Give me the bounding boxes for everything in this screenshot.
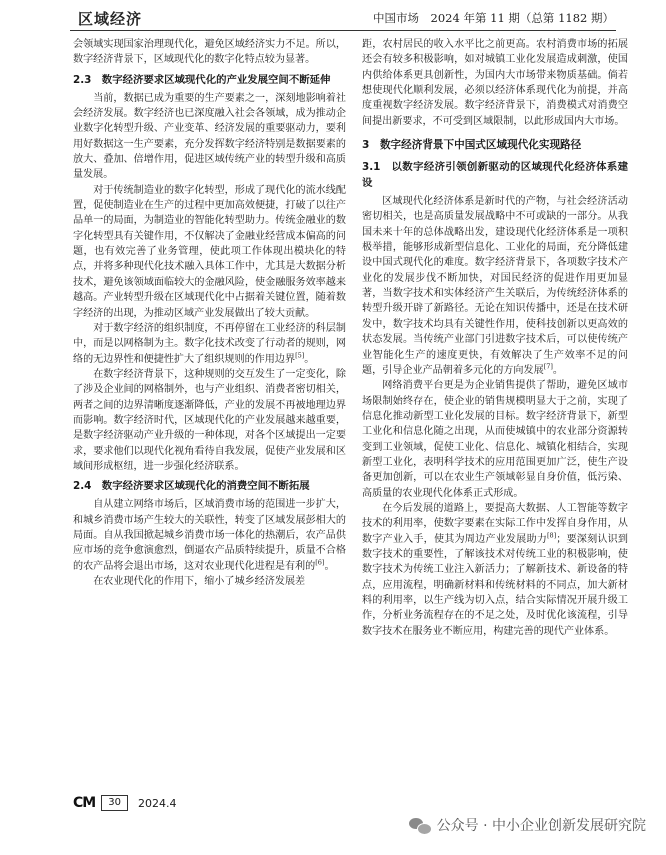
paragraph-text: 自从建立网络市场后，区域消费市场的范围进一步扩大，和城乡消费市场产生较大的关联性，转变了区域发展彭相大的局面。自从我国掀起城乡消费市场一体化的热潮后，农产品供应市场的竞争愈演愈烈，倒逼农产品质特续提升，质量不合格的农产品将会退出市场，这对农业现代化进程是有利的 bbox=[73, 499, 346, 572]
paragraph bbox=[362, 194, 628, 378]
footer-issue: 2024.4 bbox=[137, 796, 177, 810]
paragraph: 当前，数据已成为重要的生产要素之一，深刻地影响着社会经济发展。数字经济也已深度融入社会各领域，成为推动企业数字化转型升级、产业变革、经济发展的重要驱动力，要利用好数据这一生产要素，充分发挥数字经济特别是数据要素的放大、叠加、倍增作用，促进区域传统产业的转型升级和高质量发展。 bbox=[73, 92, 346, 181]
header-rule bbox=[70, 30, 616, 31]
page-footer bbox=[73, 795, 176, 811]
left-column bbox=[73, 37, 346, 589]
citation-ref: [8] bbox=[547, 531, 557, 540]
section-heading-3: 3 数字经济背景下中国式区域现代化实现路径 bbox=[362, 139, 582, 152]
paragraph-text: 。 bbox=[304, 353, 315, 365]
paragraph: 会领域实现国家治理现代化，避免区域经济实力不足。所以，数字经济背景下，区域现代化的数字化特点较为显著。 bbox=[73, 39, 346, 66]
paragraph: 对于传统制造业的数字化转型，形成了现代化的流水线配置，促使制造业在生产的过程中更加高效便捷，打破了以往产品单一的局面，为制造业的智能化转型助力。传统金融业的数字化转型具有关键作用，不仅解决了金融业经营成本偏高的问题，也有效完善了业务管理，使此项工作体现出模块化的特点，并将多种现代化技术融入具体工作中，尤其是大数据分析技术，避免该领域面临较大的金融风险，使金融服务效率越来越高。产业转型升级在区域现代化中占据着关键位置，随着数字经济的出现，为推动区域产业发展做出了较大贡献。 bbox=[73, 184, 346, 319]
citation-ref: [7] bbox=[543, 362, 553, 371]
paragraph: 在数字经济背景下，这种规则的交互发生了一定变化，除了涉及企业间的网格制外，也与产业组织、消费者密切相关，两者之间的边界清晰度逐渐降低，产业的发展不再被地理边界而影响。数字经济时代，区域现代化的产业发展越来越重要，是数字经济驱动产业升级的一种体现，对各个区域提出一定要求，要求他们以现代化视角看待自我发展，促使产业发展和区域间形成枢纽，进一步强化经济联系。 bbox=[73, 368, 346, 472]
paragraph bbox=[73, 497, 346, 574]
citation-ref: [5] bbox=[295, 351, 305, 360]
section-heading-3-1: 3.1 以数字经济引领创新驱动的区域现代化经济体系建设 bbox=[362, 161, 628, 190]
section-heading-2-4: 2.4 数字经济要求区域现代化的消费空间不断拓展 bbox=[73, 480, 310, 493]
section-name: 区域经济 bbox=[78, 10, 143, 28]
citation-ref: [6] bbox=[315, 558, 325, 567]
paragraph: 网络消费平台更是为企业销售提供了帮助，避免区域市场限制始终存在，使企业的销售规模明显大于之前，实现了信息化推动新型工业化发展的目标。数字经济背景下，新型工业化和信息化随之出现，从而使城镇中的农业部分资源转变到工业领域，促使工业化、信息化、城镇化相结合，实现新型工业化，表明科学技术的应用范围更加广泛，使生产设备更加创新，可以在农业生产领域彰显自身价值，低污染、高质量的农业现代化体系正式形成。 bbox=[362, 380, 628, 499]
watermark-text: 公众号 · 中小企业创新发展研究院 bbox=[436, 818, 646, 834]
paragraph-text: 区域现代化经济体系是新时代的产物，与社会经济活动密切相关，也是高质量发展战略中不可或缺的一部分。从我国未来十年的总体战略出发，建设现代化经济体系是一项积极举措，能够形成新型信息化、工业化的局面，充分降低建设中国式现代化的难度。数字经济背景下，各项数字技术产业化的发展步伐不断加快，对国民经济的促进作用更加显著，当数字技术和实体经济产生关联后，为传统经济体系的转型升级开辟了新路径。无论在知识传播中，还是在技术研发中，数字技术均具有关键性作用，使科技创新以更高效的状态发展。当传统产业部门引进数字技术后，可以使传统产业智能化生产的速度更快，有效解决了生产效率不足的问题，引导企业产品朝着多元化的方向发展 bbox=[362, 196, 628, 376]
journal-logo: CM bbox=[73, 795, 96, 811]
journal-issue: 中国市场 2024 年第 11 期（总第 1182 期） bbox=[373, 11, 614, 25]
wechat-watermark bbox=[409, 815, 646, 835]
paragraph-text: 对于数字经济的组织制度，不再停留在工业经济的科层制中，而是以网格制为主。数字化技术改变了行动者的规则，网络的无边界性和便捷性扩大了组织规则的作用边界 bbox=[73, 322, 346, 365]
paragraph-text: 。 bbox=[552, 364, 563, 376]
wechat-icon bbox=[409, 816, 431, 834]
paragraph-text: ；要深刻认识到数字技术的重要性，了解该技术对传统工业的积极影响，使数字技术为传统工业注入新活力；了解新技术、新设备的特点，应用流程，明确新材料和传统材料的不同点，加大新材料的利用率，以生产线为切入点，结合实际情况开展升级工作，分析业务流程存在的不足之处，及时优化该流程，引导数字技术在服务业不断应用，构建完善的现代产业体系。 bbox=[362, 533, 628, 637]
paragraph bbox=[73, 321, 346, 367]
paragraph-text: 。 bbox=[324, 560, 335, 572]
right-column bbox=[362, 37, 628, 639]
paragraph-text: 在今后发展的道路上，要提高大数据、人工智能等数字技术的利用率，使数字要素在实际工作中发挥自身作用，从数字产业入手，使其为周边产业发展助力 bbox=[362, 502, 628, 545]
paragraph: 距，农村居民的收入水平比之前更高。农村消费市场的拓展还会有较多积极影响，如对城镇工业化发展造成刺激，使国内供给体系更具创新性，为国内大市场带来物质基础。倘若想使现代化顺利发展，必须以经济体系现代化为前提，并高度重视数字经济发展。数字经济背景下，消费模式对消费空间提出新要求，不可受到区域限制，以此形成国内大市场。 bbox=[362, 39, 628, 127]
paragraph bbox=[362, 501, 628, 639]
paragraph: 在农业现代化的作用下，缩小了城乡经济发展差 bbox=[93, 576, 306, 587]
section-heading-2-3: 2.3 数字经济要求区域现代化的产业发展空间不断延伸 bbox=[73, 73, 331, 86]
page-number: 30 bbox=[101, 795, 128, 811]
